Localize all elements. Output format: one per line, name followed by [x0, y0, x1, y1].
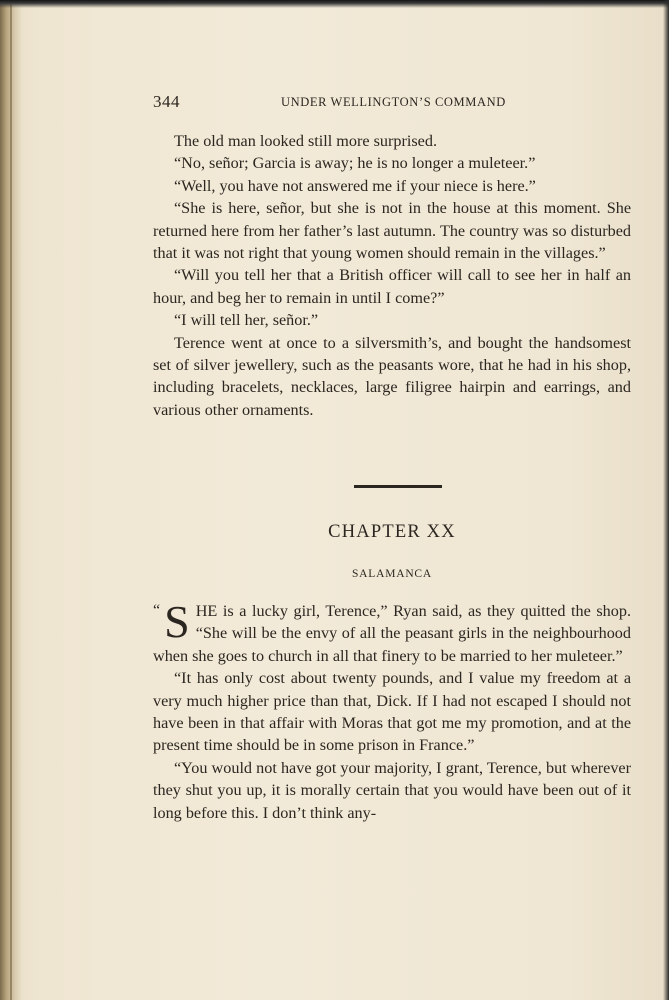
paragraph: The old man looked still more surprised. — [174, 132, 437, 150]
right-edge-shadow — [663, 0, 669, 1000]
drop-cap: S — [164, 596, 190, 647]
paragraph: “No, señor; Garcia is away; he is no longer a muleteer.” — [174, 154, 536, 173]
page-header — [153, 92, 631, 116]
spine-crease — [10, 0, 12, 1000]
chapter-heading: CHAPTER XX — [328, 522, 456, 542]
chapter-title: SALAMANCA — [351, 568, 433, 580]
opening-paragraph — [153, 596, 631, 667]
text-block-chapter — [153, 596, 631, 824]
top-edge-shadow — [0, 0, 669, 8]
paragraph: Terence went at once to a silversmith’s, and bought the handsomest set of silver jewellery, such as the peasants wore, that he had in his shop, including bracelets, necklaces, large filigree hairpin and earrings, and various other ornaments. — [153, 333, 631, 419]
paragraph: “I will tell her, señor.” — [174, 311, 319, 330]
paragraph: “You would not have got your majority, I grant, Terence, but wherever they shut you up, it is morally certain that you would have been out of it long before this. I don’t think any- — [153, 758, 631, 822]
opening-paragraph-text: HE is a lucky girl, Terence,” Ryan said, as they quitted the shop. “She will be the envy of all the peasant girls in the neighbourhood when she goes to church in all that finery to be married to her muleteer.” — [153, 602, 631, 665]
paragraph: “Will you tell her that a British officer will call to see her in half an hour, and beg her to remain in until I come?” — [153, 266, 631, 307]
running-head: UNDER WELLINGTON’S COMMAND — [281, 95, 506, 109]
paragraph: “It has only cost about twenty pounds, and I value my freedom at a very much higher price than that, Dick. If I had not escaped I should not have been in that affair with Moras that got me my promotion, and at the present time should be in some prison in France.” — [153, 669, 631, 755]
paragraph: “She is here, señor, but she is not in the house at this moment. She returned here from her father’s last autumn. The country was so disturbed that it was not right that young women should remain in the villages.” — [153, 199, 631, 263]
paragraph: “Well, you have not answered me if your niece is here.” — [174, 176, 536, 195]
text-block-before-chapter — [153, 130, 631, 421]
page-number: 344 — [153, 92, 180, 111]
section-divider — [354, 485, 442, 488]
opening-quote: “ — [153, 602, 161, 619]
